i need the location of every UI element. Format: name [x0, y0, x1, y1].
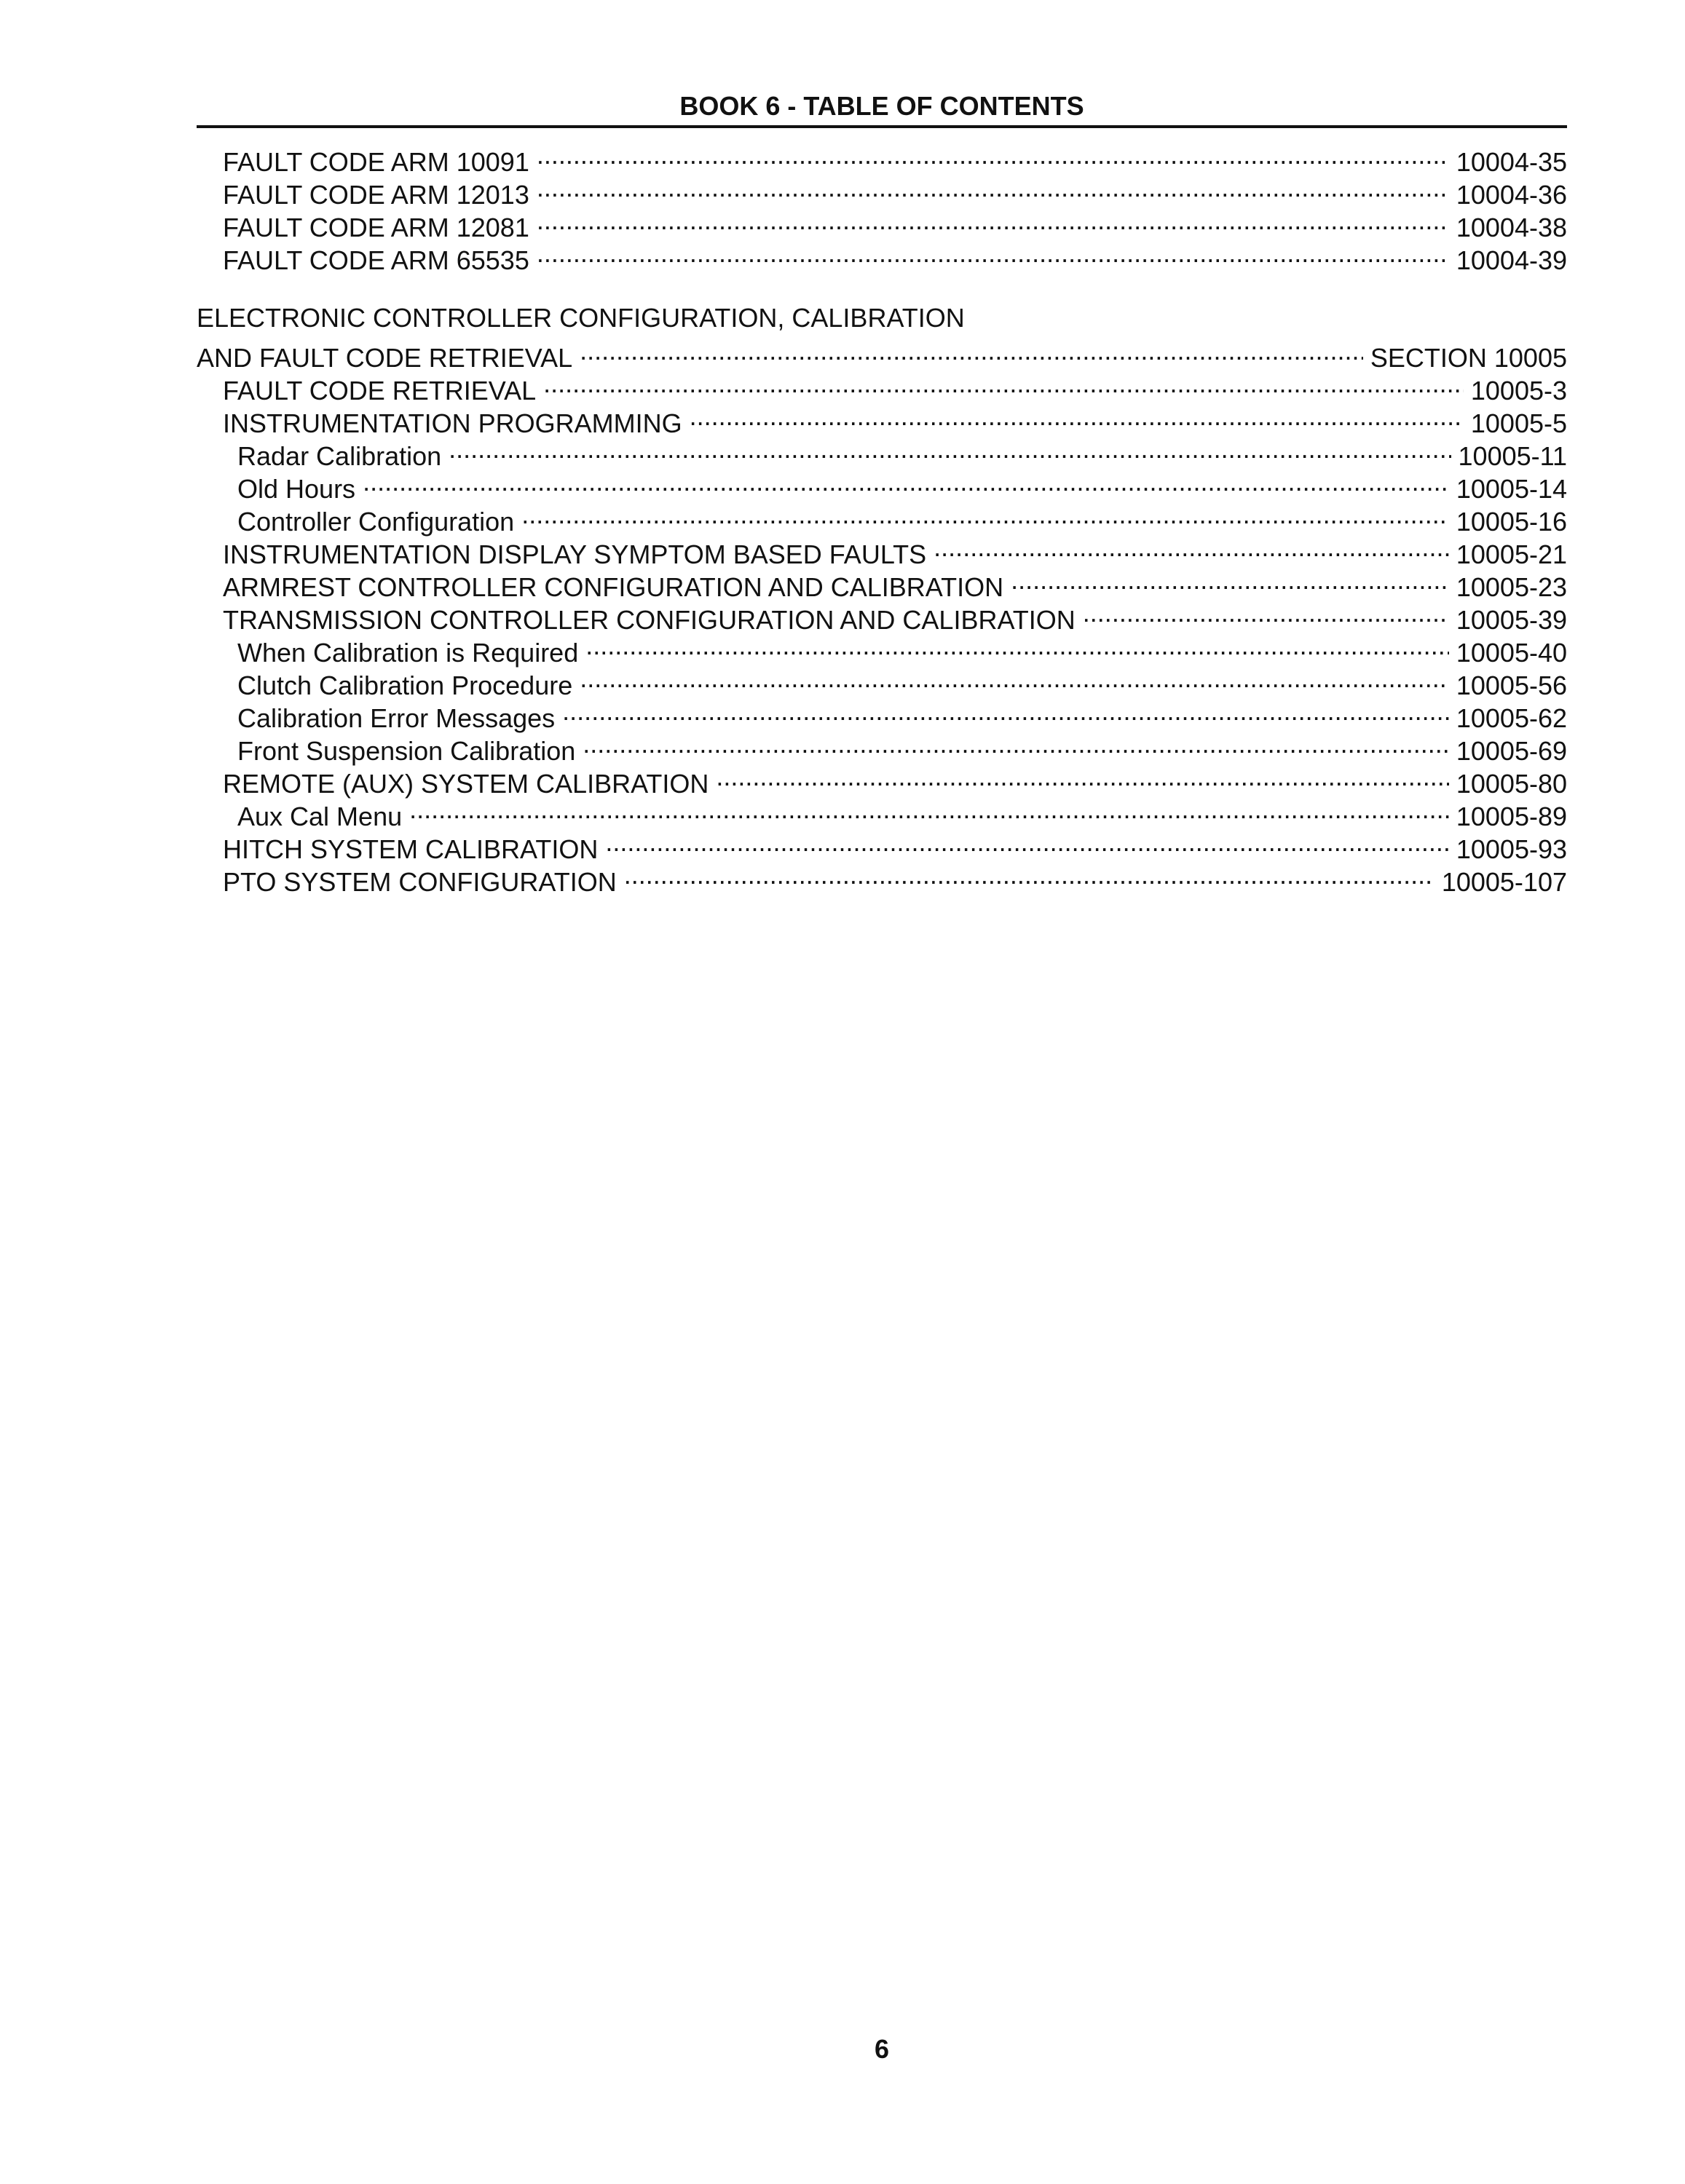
toc-entry-page: 10005-80	[1456, 769, 1567, 799]
toc-entry-page: 10005-40	[1456, 638, 1567, 668]
section-heading-line-2	[197, 334, 1567, 373]
toc-entry-label: FAULT CODE ARM 65535	[223, 245, 529, 275]
toc-entry-label: INSTRUMENTATION PROGRAMMING	[223, 408, 682, 438]
toc-entry-label: FAULT CODE ARM 12013	[223, 180, 529, 210]
section-heading-line-1	[197, 301, 1567, 334]
page-title: BOOK 6 - TABLE OF CONTENTS	[679, 91, 1084, 121]
dot-leader	[537, 204, 1449, 237]
toc-entry-page: 10005-21	[1456, 539, 1567, 569]
dot-leader	[716, 760, 1448, 793]
toc-entry-label: Aux Cal Menu	[237, 802, 403, 831]
section-heading-text: ELECTRONIC CONTROLLER CONFIGURATION, CALIBRATION	[197, 303, 965, 333]
toc-subentry	[197, 498, 1567, 537]
toc-entry-page: 10005-14	[1456, 474, 1567, 504]
toc-entry-label: FAULT CODE ARM 10091	[223, 147, 529, 177]
dot-leader	[585, 629, 1449, 662]
toc-entry-page: 10005-23	[1456, 572, 1567, 602]
toc-entry-page: 10004-38	[1456, 213, 1567, 242]
table-of-contents	[197, 138, 1567, 897]
dot-leader	[934, 531, 1449, 563]
document-page	[197, 0, 1567, 2184]
section-heading-text: AND FAULT CODE RETRIEVAL	[197, 343, 573, 373]
toc-entry-page: 10005-93	[1456, 834, 1567, 864]
section-page-ref: SECTION 10005	[1370, 343, 1567, 373]
toc-entry-label: PTO SYSTEM CONFIGURATION	[223, 867, 617, 897]
toc-entry-label: ARMREST CONTROLLER CONFIGURATION AND CALIBRATION	[223, 572, 1004, 602]
dot-leader	[583, 727, 1449, 760]
toc-entry-label: Clutch Calibration Procedure	[237, 670, 573, 700]
dot-leader	[580, 662, 1449, 695]
dot-leader	[537, 237, 1449, 269]
header-rule	[197, 125, 1567, 128]
toc-entry-label: REMOTE (AUX) SYSTEM CALIBRATION	[223, 769, 709, 799]
dot-leader	[363, 465, 1449, 498]
toc-entry-label: Radar Calibration	[237, 441, 442, 471]
toc-entry-label: Front Suspension Calibration	[237, 736, 576, 766]
dot-leader	[1083, 596, 1449, 629]
dot-leader	[580, 334, 1363, 367]
dot-leader	[537, 171, 1449, 204]
toc-entry-page: 10004-36	[1456, 180, 1567, 210]
toc-entry-page: 10005-39	[1456, 605, 1567, 635]
toc-entry-page: 10005-107	[1441, 867, 1567, 897]
dot-leader	[605, 826, 1448, 858]
toc-entry-page: 10005-62	[1456, 703, 1567, 733]
dot-leader	[1011, 563, 1449, 596]
toc-entry-page: 10005-3	[1470, 376, 1567, 405]
dot-leader	[409, 793, 1449, 826]
toc-entry-label: TRANSMISSION CONTROLLER CONFIGURATION AND CALIBRATION	[223, 605, 1076, 635]
toc-entry-label: INSTRUMENTATION DISPLAY SYMPTOM BASED FAULTS	[223, 539, 927, 569]
toc-entry-page: 10004-35	[1456, 147, 1567, 177]
toc-entry-page: 10005-11	[1458, 441, 1567, 471]
dot-leader	[449, 432, 1451, 465]
toc-entry-label: Old Hours	[237, 474, 356, 504]
toc-entry-page: 10005-56	[1456, 670, 1567, 700]
toc-entry-label: HITCH SYSTEM CALIBRATION	[223, 834, 599, 864]
dot-leader	[690, 400, 1464, 432]
page-number: 6	[874, 2034, 890, 2064]
toc-entry-label: FAULT CODE RETRIEVAL	[223, 376, 537, 405]
dot-leader	[521, 498, 1449, 531]
toc-entry-label: Controller Configuration	[237, 507, 515, 537]
toc-entry-page: 10005-16	[1456, 507, 1567, 537]
dot-leader	[543, 367, 1464, 400]
toc-entry-label: When Calibration is Required	[237, 638, 579, 668]
toc-entry-label: Calibration Error Messages	[237, 703, 556, 733]
toc-entry	[197, 826, 1567, 864]
dot-leader	[537, 138, 1449, 171]
toc-entry	[197, 138, 1567, 177]
dot-leader	[624, 858, 1435, 891]
toc-entry-page: 10004-39	[1456, 245, 1567, 275]
toc-subentry	[197, 465, 1567, 504]
toc-entry-page: 10005-69	[1456, 736, 1567, 766]
toc-entry-page: 10005-89	[1456, 802, 1567, 831]
dot-leader	[562, 695, 1449, 727]
toc-entry-page: 10005-5	[1470, 408, 1567, 438]
toc-entry-label: FAULT CODE ARM 12081	[223, 213, 529, 242]
